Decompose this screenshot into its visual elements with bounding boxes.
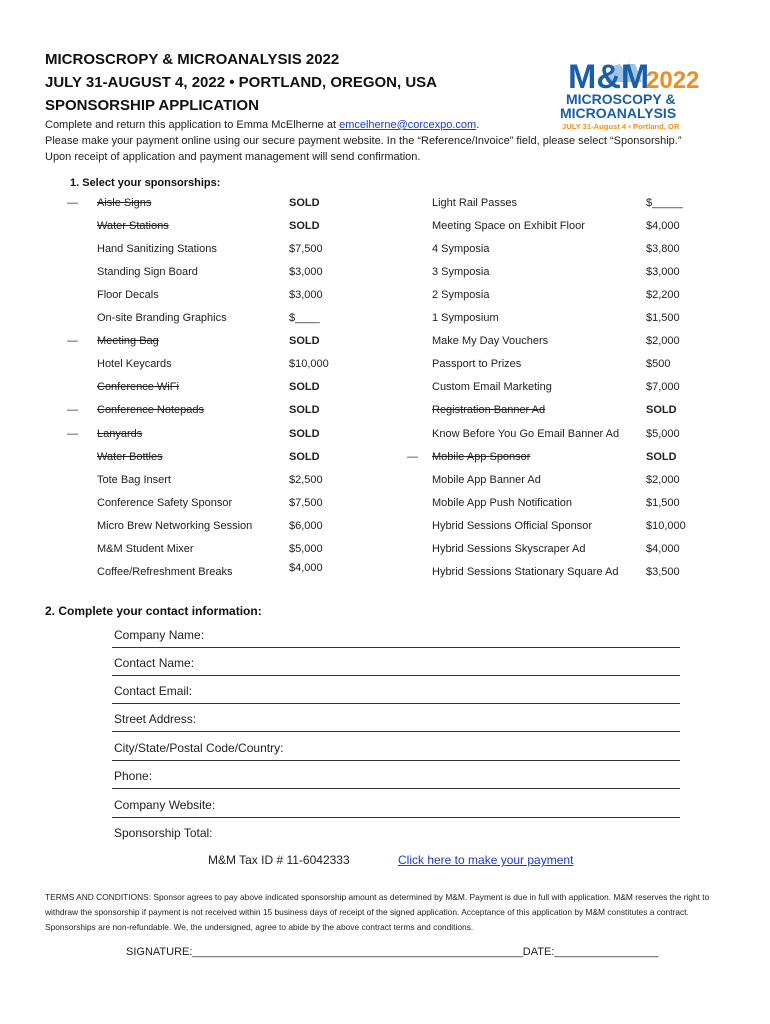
contact-field-label: Sponsorship Total: bbox=[114, 826, 213, 840]
contact-field[interactable] bbox=[112, 682, 680, 704]
sponsorship-price: $2,000 bbox=[646, 335, 680, 347]
contact-field[interactable] bbox=[112, 796, 680, 818]
section-2-heading: 2. Complete your contact information: bbox=[45, 604, 262, 618]
title-line-3: SPONSORSHIP APPLICATION bbox=[45, 97, 259, 114]
sponsorship-price: $7,500 bbox=[289, 243, 323, 255]
contact-field[interactable] bbox=[112, 654, 680, 676]
sponsorship-price: $3,000 bbox=[289, 289, 323, 301]
contact-field-label: Contact Email: bbox=[114, 684, 193, 698]
sponsorship-item[interactable]: Light Rail Passes bbox=[432, 197, 517, 209]
sponsorship-item[interactable]: Mobile App Push Notification bbox=[432, 497, 573, 509]
sponsorship-price: $_____ bbox=[646, 197, 683, 209]
sponsorship-item[interactable]: Hybrid Sessions Skyscraper Ad bbox=[432, 543, 586, 555]
sponsorship-price: SOLD bbox=[289, 220, 320, 232]
contact-field-label: Company Website: bbox=[114, 798, 216, 812]
sponsorship-price: SOLD bbox=[289, 428, 320, 440]
sponsorship-price: $____ bbox=[289, 312, 320, 324]
sponsorship-item[interactable]: 2 Symposia bbox=[432, 289, 490, 301]
sponsorship-item: Meeting Bag bbox=[97, 335, 159, 347]
sponsorship-item[interactable]: Hotel Keycards bbox=[97, 358, 172, 370]
intro-line-3: Upon receipt of application and payment management will send confirmation. bbox=[45, 151, 421, 163]
logo-year: 2022 bbox=[646, 67, 700, 94]
removed-dash: — bbox=[67, 404, 78, 416]
sponsorship-price: $10,000 bbox=[646, 520, 686, 532]
signature-line[interactable] bbox=[126, 946, 658, 958]
contact-field[interactable] bbox=[112, 824, 680, 846]
sponsorship-price: $10,000 bbox=[289, 358, 329, 370]
removed-dash: — bbox=[67, 197, 78, 209]
sponsorship-item: Conference Notepads bbox=[97, 404, 205, 416]
intro-line-1 bbox=[45, 117, 682, 133]
intro-text bbox=[45, 117, 682, 165]
contact-field[interactable] bbox=[112, 739, 680, 761]
sponsorship-price: SOLD bbox=[646, 451, 677, 463]
sponsorship-price: $1,500 bbox=[646, 312, 680, 324]
sponsorship-item[interactable]: Hand Sanitizing Stations bbox=[97, 243, 217, 255]
sponsorship-item[interactable]: M&M Student Mixer bbox=[97, 543, 194, 555]
sponsorship-item: Registration Banner Ad bbox=[432, 404, 546, 416]
payment-link[interactable]: Click here to make your payment bbox=[398, 853, 574, 867]
sponsorship-price: $5,000 bbox=[646, 428, 680, 440]
sponsorship-price: $2,000 bbox=[646, 474, 680, 486]
terms-and-conditions: TERMS AND CONDITIONS: Sponsor agrees to pay above indicated sponsorship amount as determined by M&M. Payment is due in full with application. M&M reserves the right to withdraw the sponsorship if payment is not received within 15 business days of receipt of the signed application. Acceptance of this application by M&M constitutes a contract. Sponsorships are non-refundable. We, the undersigned, agree to abide by the above contract terms and conditions. bbox=[45, 892, 710, 932]
logo-line-1: MICROSCOPY & bbox=[566, 91, 676, 107]
sponsorship-price: $4,000 bbox=[646, 220, 680, 232]
sponsorship-item[interactable]: Mobile App Banner Ad bbox=[432, 474, 541, 486]
section-1-heading: 1. Select your sponsorships: bbox=[70, 177, 221, 189]
sponsorship-price: $2,200 bbox=[646, 289, 680, 301]
sponsorship-price: $4,000 bbox=[646, 543, 680, 555]
sponsorship-item[interactable]: Custom Email Marketing bbox=[432, 381, 552, 393]
sponsorship-item[interactable]: Coffee/Refreshment Breaks bbox=[97, 566, 233, 578]
sponsorship-item[interactable]: Conference Safety Sponsor bbox=[97, 497, 233, 509]
sponsorship-price: SOLD bbox=[289, 404, 320, 416]
contact-field[interactable] bbox=[112, 767, 680, 789]
date-label: DATE:_________________ bbox=[522, 946, 659, 958]
title-line-1: MICROSCROPY & MICROANALYSIS 2022 bbox=[45, 51, 340, 68]
intro-line-1-suffix: . bbox=[476, 119, 480, 131]
logo-line-3: JULY 31-August 4 • Portland, OR bbox=[562, 122, 680, 131]
sponsorship-item: Lanyards bbox=[97, 428, 143, 440]
sponsorship-price: SOLD bbox=[289, 335, 320, 347]
sponsorship-price: SOLD bbox=[289, 197, 320, 209]
logo-letters: M&M bbox=[568, 58, 650, 96]
contact-field[interactable] bbox=[112, 626, 680, 648]
sponsorship-item[interactable]: Floor Decals bbox=[97, 289, 159, 301]
sponsorship-item: Mobile App Sponsor bbox=[432, 451, 531, 463]
contact-field[interactable] bbox=[112, 710, 680, 732]
sponsorship-price: $6,000 bbox=[289, 520, 323, 532]
contact-field-label: City/State/Postal Code/Country: bbox=[114, 741, 284, 755]
sponsorship-price: $3,500 bbox=[646, 566, 680, 578]
page-title bbox=[45, 48, 437, 117]
sponsorship-price: $3,000 bbox=[289, 266, 323, 278]
sponsorship-item[interactable]: On-site Branding Graphics bbox=[97, 312, 227, 324]
sponsorship-item: Aisle Signs bbox=[97, 197, 152, 209]
contact-field-label: Phone: bbox=[114, 769, 153, 783]
sponsorship-item[interactable]: Hybrid Sessions Official Sponsor bbox=[432, 520, 592, 532]
sponsorship-item[interactable]: Know Before You Go Email Banner Ad bbox=[432, 428, 620, 440]
sponsorship-price: SOLD bbox=[289, 451, 320, 463]
sponsorship-item[interactable]: Standing Sign Board bbox=[97, 266, 198, 278]
title-line-2: JULY 31-AUGUST 4, 2022 • PORTLAND, OREGON, USA bbox=[45, 74, 438, 91]
sponsorship-price: $4,000 bbox=[289, 562, 323, 574]
intro-line-1-text: Complete and return this application to Emma McElherne at bbox=[45, 119, 340, 131]
sponsorship-item[interactable]: Meeting Space on Exhibit Floor bbox=[432, 220, 585, 232]
sponsorship-item: Water Bottles bbox=[97, 451, 163, 463]
sponsorship-price: SOLD bbox=[646, 404, 677, 416]
sponsorship-price: $7,500 bbox=[289, 497, 323, 509]
sponsorship-price: $1,500 bbox=[646, 497, 680, 509]
sponsorship-price: $3,800 bbox=[646, 243, 680, 255]
sponsorship-item[interactable]: Tote Bag Insert bbox=[97, 474, 171, 486]
contact-email-link[interactable]: emcelherne@corcexpo.com bbox=[339, 119, 477, 131]
sponsorship-price: $3,000 bbox=[646, 266, 680, 278]
signature-label: SIGNATURE:______________________________________________________ bbox=[126, 946, 523, 958]
contact-field-label: Street Address: bbox=[114, 712, 197, 726]
sponsorship-item: Conference WiFi bbox=[97, 381, 179, 393]
contact-field-label: Contact Name: bbox=[114, 656, 195, 670]
sponsorship-item[interactable]: 1 Symposium bbox=[432, 312, 499, 324]
sponsorship-item[interactable]: 3 Symposia bbox=[432, 266, 490, 278]
sponsorship-item: Water Stations bbox=[97, 220, 169, 232]
sponsorship-item[interactable]: Make My Day Vouchers bbox=[432, 335, 549, 347]
contact-field-label: Company Name: bbox=[114, 628, 205, 642]
removed-dash: — bbox=[407, 451, 418, 463]
sponsorship-item[interactable]: Hybrid Sessions Stationary Square Ad bbox=[432, 566, 619, 578]
sponsorship-price: SOLD bbox=[289, 381, 320, 393]
sponsorship-price: $5,000 bbox=[289, 543, 323, 555]
removed-dash: — bbox=[67, 428, 78, 440]
logo-line-2: MICROANALYSIS bbox=[560, 105, 677, 121]
removed-dash: — bbox=[67, 335, 78, 347]
tax-id: M&M Tax ID # 11-6042333 bbox=[208, 853, 350, 867]
sponsorship-item[interactable]: 4 Symposia bbox=[432, 243, 490, 255]
sponsorship-price: $500 bbox=[646, 358, 671, 370]
sponsorship-price: $7,000 bbox=[646, 381, 680, 393]
intro-line-2: Please make your payment online using our secure payment website. In the “Reference/Invoice” field, please select “Sponsorship.” bbox=[45, 135, 682, 147]
sponsorship-price: $2,500 bbox=[289, 474, 323, 486]
sponsorship-item[interactable]: Micro Brew Networking Session bbox=[97, 520, 253, 532]
sponsorship-item[interactable]: Passport to Prizes bbox=[432, 358, 522, 370]
